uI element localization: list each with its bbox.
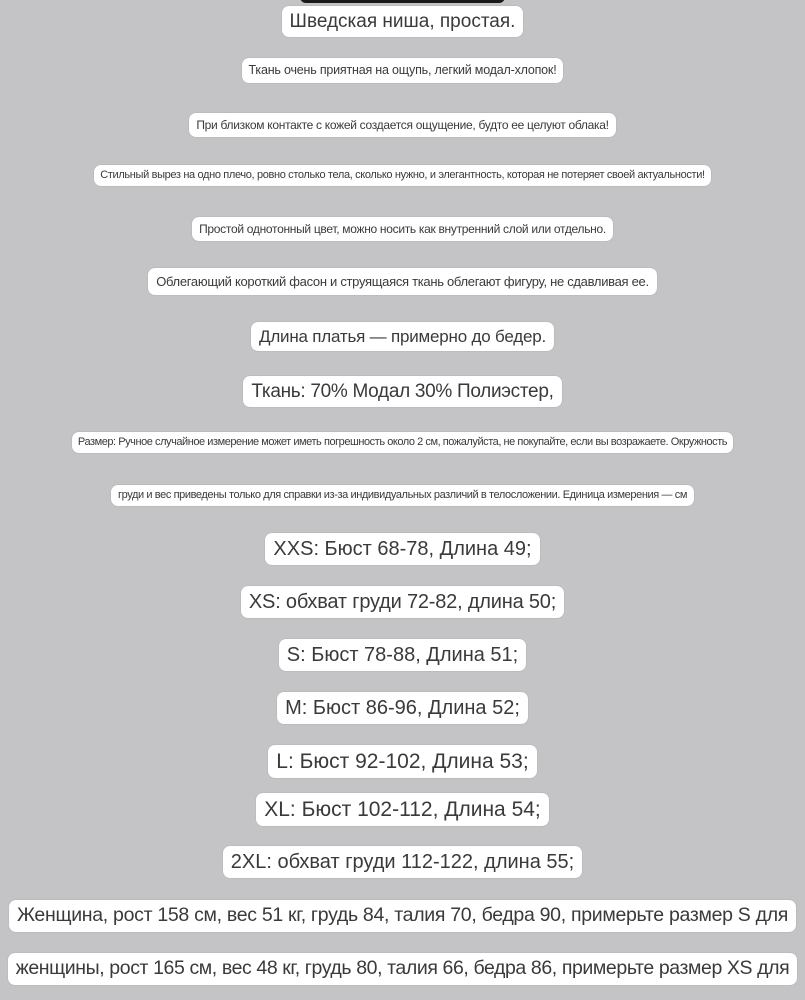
size-line-2xl	[0, 846, 805, 878]
caption-text: Размер: Ручное случайное измерение может иметь погрешность около 2 см, пожалуйста, не покупайте, если вы возражаете. Окружность	[72, 432, 733, 453]
caption-line	[0, 376, 805, 407]
caption-text: Простой однотонный цвет, можно носить как внутренний слой или отдельно.	[192, 217, 613, 241]
caption-text: женщины, рост 165 см, вес 48 кг, грудь 80, талия 66, бедра 86, примерьте размер XS для	[8, 953, 798, 985]
caption-text: Ткань очень приятная на ощупь, легкий модал-хлопок!	[242, 58, 564, 83]
size-line-xl	[0, 793, 805, 826]
caption-line	[0, 432, 805, 453]
caption-text: XL: Бюст 102-112, Длина 54;	[256, 793, 549, 826]
caption-line	[0, 165, 805, 186]
size-line-s	[0, 639, 805, 671]
caption-text: 2XL: обхват груди 112-122, длина 55;	[223, 846, 582, 878]
caption-line	[0, 953, 805, 985]
caption-text: Шведская ниша, простая.	[282, 6, 524, 37]
top-edge-bar	[300, 0, 505, 3]
caption-line	[0, 268, 805, 295]
caption-text: S: Бюст 78-88, Длина 51;	[279, 639, 526, 671]
size-line-l	[0, 745, 805, 778]
caption-line	[0, 900, 805, 932]
caption-text: Облегающий короткий фасон и струящаяся ткань облегают фигуру, не сдавливая ее.	[148, 268, 657, 295]
caption-text: Женщина, рост 158 см, вес 51 кг, грудь 84, талия 70, бедра 90, примерьте размер S для	[9, 900, 796, 932]
size-line-xxs	[0, 533, 805, 565]
caption-text: Стильный вырез на одно плечо, ровно столько тела, сколько нужно, и элегантность, которая не потеряет своей актуальности!	[94, 165, 710, 186]
caption-line	[0, 485, 805, 506]
caption-text: груди и вес приведены только для справки из-за индивидуальных различий в телосложении. Единица измерения — см	[111, 485, 694, 506]
caption-text: XXS: Бюст 68-78, Длина 49;	[265, 533, 539, 565]
size-line-m	[0, 692, 805, 724]
caption-line	[0, 58, 805, 83]
caption-text: Ткань: 70% Модал 30% Полиэстер,	[243, 376, 561, 407]
caption-line	[0, 322, 805, 351]
size-line-xs	[0, 586, 805, 618]
caption-line	[0, 6, 805, 37]
caption-line	[0, 113, 805, 137]
caption-text: M: Бюст 86-96, Длина 52;	[277, 692, 528, 724]
caption-line	[0, 217, 805, 241]
caption-text: L: Бюст 92-102, Длина 53;	[268, 745, 536, 778]
caption-text: При близком контакте с кожей создается ощущение, будто ее целуют облака!	[189, 113, 615, 137]
caption-text: Длина платья — примерно до бедер.	[251, 322, 554, 351]
caption-text: XS: обхват груди 72-82, длина 50;	[241, 586, 564, 618]
